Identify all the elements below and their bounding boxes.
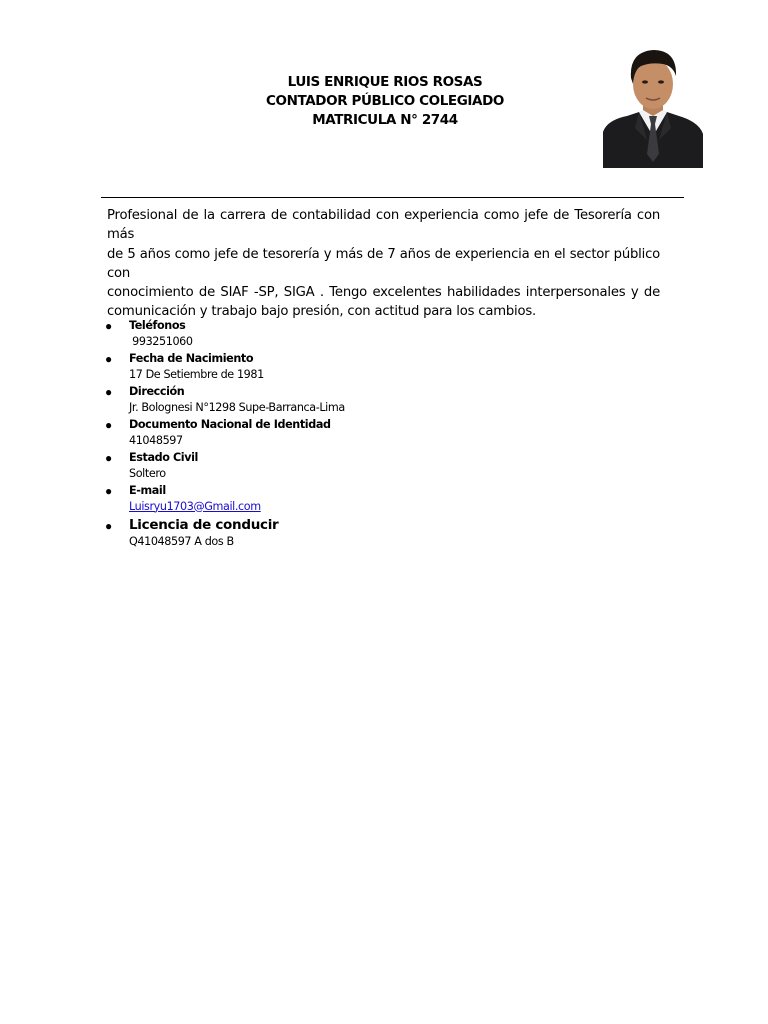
bullet-icon: ● [105, 385, 113, 399]
bullet-icon: ● [105, 484, 113, 498]
personal-info-list [101, 318, 521, 552]
person-title: CONTADOR PÚBLICO COLEGIADO [266, 93, 504, 109]
bullet-icon: ● [105, 519, 113, 533]
email-label: E-mail [129, 484, 166, 497]
person-name: LUIS ENRIQUE RIOS ROSAS [287, 74, 483, 90]
civil-status-value: Soltero [129, 466, 166, 480]
phone-value: 993251060 [129, 334, 193, 348]
header-divider [101, 197, 684, 198]
list-item-civil-status [101, 450, 521, 481]
license-value: Q41048597 A dos B [129, 535, 234, 548]
profile-photo [587, 44, 720, 169]
professional-summary [107, 206, 660, 322]
bullet-icon: ● [105, 319, 113, 333]
summary-line: Profesional de la carrera de contabilidad con experiencia como jefe de Tesorería con más [107, 208, 660, 243]
phone-label: Teléfonos [129, 319, 186, 332]
address-label: Dirección [129, 385, 185, 398]
list-item-license [101, 516, 521, 550]
email-link[interactable]: Luisryu1703@Gmail.com [129, 499, 261, 513]
summary-line: comunicación y trabajo bajo presión, con actitud para los cambios. [107, 304, 537, 320]
cv-header [230, 73, 540, 130]
list-item-address [101, 384, 521, 415]
list-item-dni [101, 417, 521, 448]
birth-label: Fecha de Nacimiento [129, 352, 254, 365]
list-item-phone [101, 318, 521, 349]
summary-line: conocimiento de SIAF -SP, SIGA . Tengo excelentes habilidades interpersonales y de [107, 285, 660, 301]
list-item-email [101, 483, 521, 514]
registration-number: MATRICULA N° 2744 [312, 112, 458, 128]
summary-line: de 5 años como jefe de tesorería y más de 7 años de experiencia en el sector público con [107, 246, 660, 281]
license-label: Licencia de conducir [129, 517, 279, 533]
birth-value: 17 De Setiembre de 1981 [129, 367, 264, 381]
dni-value: 41048597 [129, 433, 183, 447]
dni-label: Documento Nacional de Identidad [129, 418, 331, 431]
civil-status-label: Estado Civil [129, 451, 198, 464]
address-value: Jr. Bolognesi N°1298 Supe-Barranca-Lima [129, 400, 345, 414]
list-item-birth [101, 351, 521, 382]
bullet-icon: ● [105, 418, 113, 432]
bullet-icon: ● [105, 352, 113, 366]
bullet-icon: ● [105, 451, 113, 465]
